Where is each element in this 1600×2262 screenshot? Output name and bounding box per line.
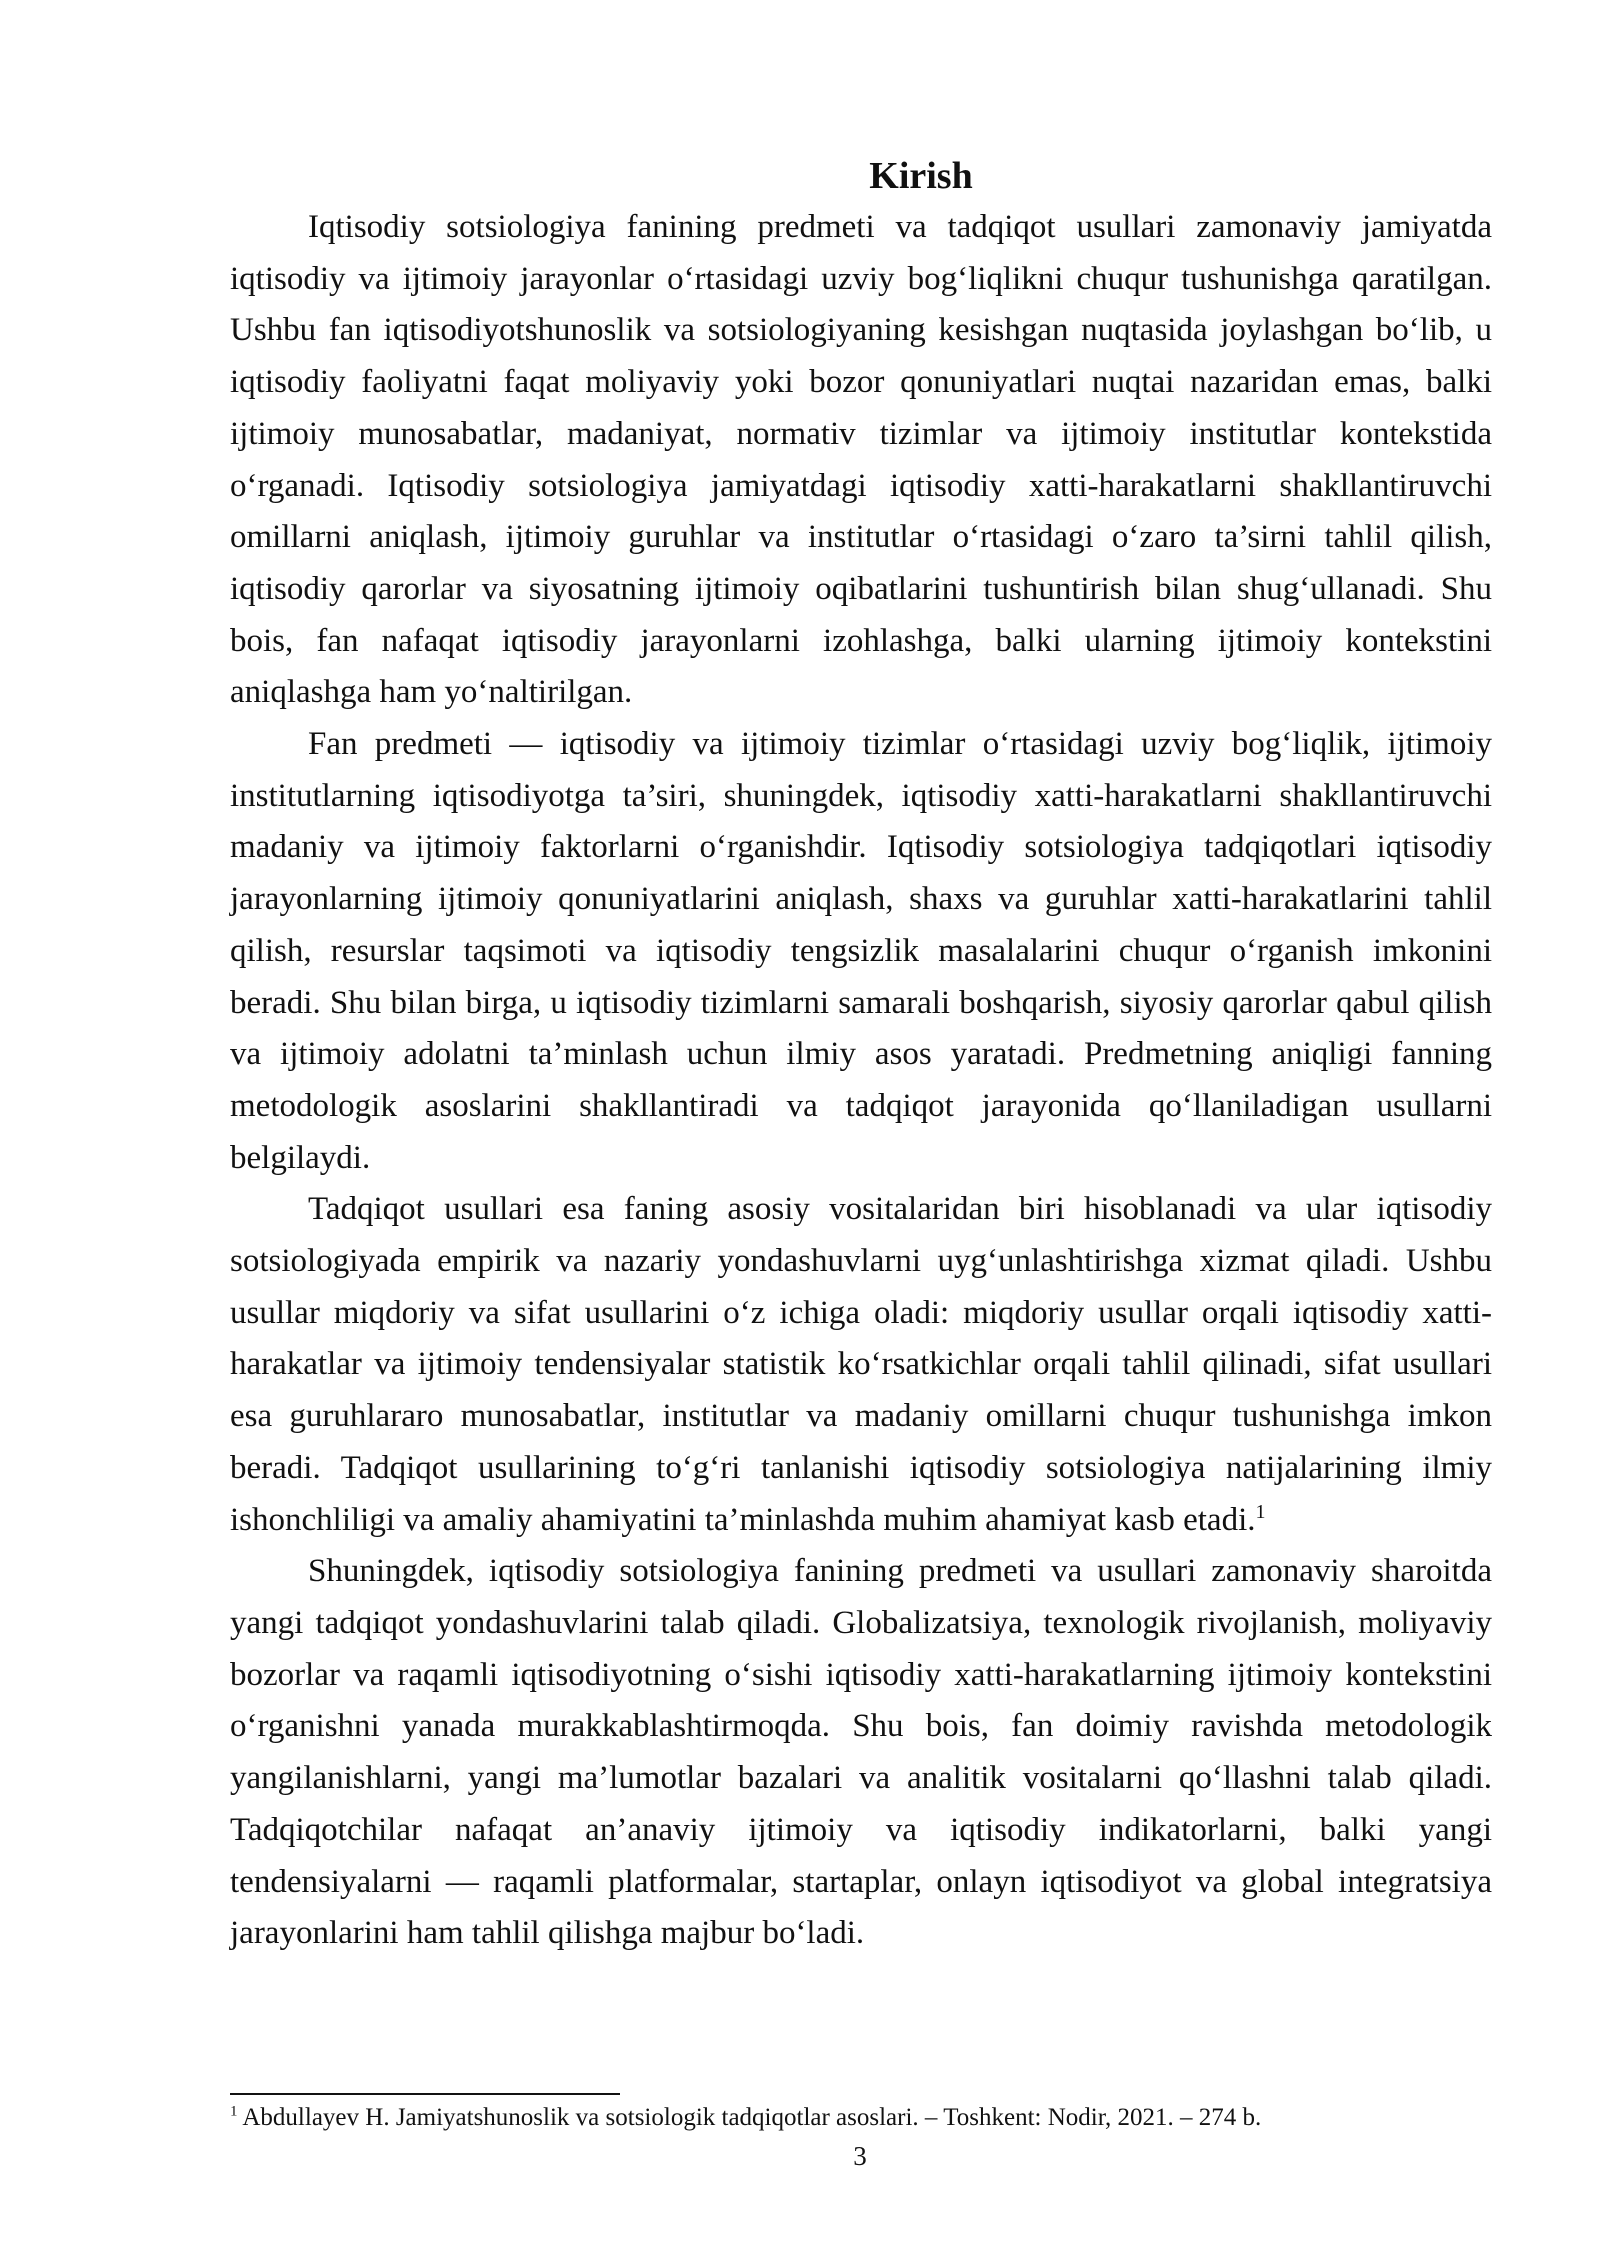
paragraph-3-text: Tadqiqot usullari esa faning asosiy vositalaridan biri hisoblanadi va ular iqtisodiy sotsiologiyada empirik va nazariy yondashuvlarni uyg‘unlashtirishga xizmat qiladi. Ushbu usullar miqdoriy va sifat usullarini o‘z ichiga oladi: miqdoriy usullar orqali iqtisodiy xatti-harakatlar va ijtimoiy tendensiyalar statistik ko‘rsatkichlar orqali tahlil qilinadi, sifat usullari esa guruhlararo munosabatlar, institutlar va madaniy omillarni chuqur tushunishga imkon beradi. Tadqiqot usullarining to‘g‘ri tanlanishi iqtisodiy sotsiologiya natijalarining ilmiy ishonchliligi va amaliy ahamiyatini ta’minlashda muhim ahamiyat kasb etadi [230,1191,1492,1538]
document-page [230,150,1492,1960]
paragraph-1-text: Iqtisodiy sotsiologiya fanining predmeti va tadqiqot usullari zamonaviy jamiyatda iqtisodiy va ijtimoiy jarayonlar o‘rtasidagi uzviy bog‘liqlikni chuqur tushunishga qaratilgan. Ushbu fan iqtisodiyotshunoslik va sotsiologiyaning kesishgan nuqtasida joylashgan bo‘lib, u iqtisodiy faoliyatni faqat moliyaviy yoki bozor qonuniyatlari nuqtai nazaridan emas, balki ijtimoiy munosabatlar, madaniyat, normativ tizimlar va ijtimoiy institutlar kontekstida o‘rganadi. Iqtisodiy sotsiologiya jamiyatdagi iqtisodiy xatti-harakatlarni shakllantiruvchi omillarni aniqlash, ijtimoiy guruhlar va institutlar o‘rtasidagi o‘zaro ta’sirni tahlil qilish, iqtisodiy qarorlar va siyosatning ijtimoiy oqibatlarini tushuntirish bilan shug‘ullanadi. Shu bois, fan nafaqat iqtisodiy jarayonlarni izohlashga, balki ularning ijtimoiy kontekstini aniqlashga ham yo‘naltirilgan. [230,209,1492,711]
page-number: 3 [853,2141,867,2171]
paragraph-2-text: Fan predmeti — iqtisodiy va ijtimoiy tizimlar o‘rtasidagi uzviy bog‘liqlik, ijtimoiy institutlarning iqtisodiyotga ta’siri, shuningdek, iqtisodiy xatti-harakatlarni shakllantiruvchi madaniy va ijtimoiy faktorlarni o‘rganishdir. Iqtisodiy sotsiologiya tadqiqotlari iqtisodiy jarayonlarning ijtimoiy qonuniyatlarini aniqlash, shaxs va guruhlar xatti-harakatlarini tahlil qilish, resurslar taqsimoti va iqtisodiy tengsizlik masalalarini chuqur o‘rganish imkonini beradi. Shu bilan birga, u iqtisodiy tizimlarni samarali boshqarish, siyosiy qarorlar qabul qilish va ijtimoiy adolatni ta’minlash uchun ilmiy asos yaratadi. Predmetning aniqligi fanning metodologik asoslarini shakllantiradi va tadqiqot jarayonida qo‘llaniladigan usullarni belgilaydi. [230,726,1492,1176]
page-title: Kirish [869,155,973,197]
footnote-reference[interactable]: 1 [1255,1500,1266,1523]
paragraph-3: Tadqiqot usullari esa faning asosiy vositalaridan biri hisoblanadi va ular iqtisodiy sotsiologiyada empirik va nazariy yondashuvlarni uyg‘unlashtirishga xizmat qiladi. Ushbu usullar miqdoriy va sifat usullarini o‘z ichiga oladi: miqdoriy usullar orqali iqtisodiy xatti-harakatlar va ijtimoiy tendensiyalar statistik ko‘rsatkichlar orqali tahlil qilinadi, sifat usullari esa guruhlararo munosabatlar, institutlar va madaniy omillarni chuqur tushunishga imkon beradi. Tadqiqot usullarining to‘g‘ri tanlanishi iqtisodiy sotsiologiya natijalarining ilmiy ishonchliligi va amaliy ahamiyatini ta’minlashda muhim ahamiyat kasb etadi.$^1$ [230,1191,1492,1538]
footnote-text: Abdullayev H. Jamiyatshunoslik va sotsiologik tadqiqotlar asoslari. – Toshkent: Nodir, 2021. – 274 b. [237,2104,1262,2131]
paragraph-1 [230,202,1492,719]
footnote [230,2102,1492,2134]
paragraph-4 [230,1546,1492,1960]
paragraph-4-text: Shuningdek, iqtisodiy sotsiologiya fanining predmeti va usullari zamonaviy sharoitda yangi tadqiqot yondashuvlarini talab qiladi. Globalizatsiya, texnologik rivojlanish, moliyaviy bozorlar va raqamli iqtisodiyotning o‘sishi iqtisodiy xatti-harakatlarning ijtimoiy kontekstini o‘rganishni yanada murakkablashtirmoqda. Shu bois, fan doimiy ravishda metodologik yangilanishlarni, yangi ma’lumotlar bazalari va analitik vositalarni qo‘llashni talab qiladi. Tadqiqotchilar nafaqat an’anaviy ijtimoiy va iqtisodiy indikatorlarni, balki yangi tendensiyalarni — raqamli platformalar, startaplar, onlayn iqtisodiyot va global integratsiya jarayonlarini ham tahlil qilishga majbur bo‘ladi. [230,1553,1492,1952]
footnote-marker: 1 [230,2103,238,2120]
footnote-separator [230,2093,620,2095]
paragraph-2 [230,719,1492,1184]
